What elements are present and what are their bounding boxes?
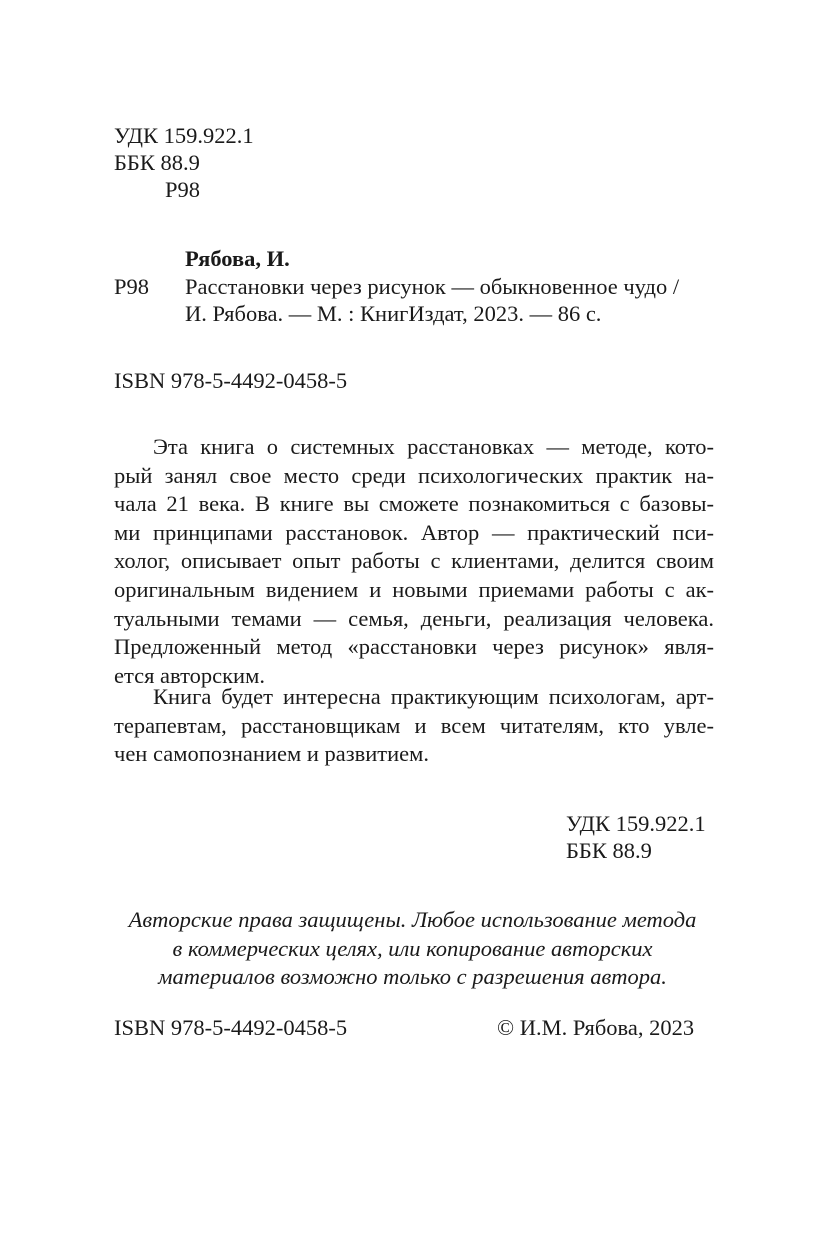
author-sign-top: Р98 bbox=[165, 177, 201, 202]
abstract-line: Предложенный метод «расстановки через рисунок» явля- bbox=[114, 634, 714, 660]
udk-code-top: УДК 159.922.1 bbox=[114, 123, 254, 148]
bibliographic-title-line: Расстановки через рисунок — обыкновенное чудо / bbox=[185, 274, 680, 299]
isbn-top: ISBN 978-5-4492-0458-5 bbox=[114, 368, 348, 393]
abstract-paragraph-2 bbox=[114, 683, 714, 769]
abstract-line: туальными темами — семья, деньги, реализация человека. bbox=[114, 605, 714, 631]
abstract-line: Книга будет интересна практикующим психологам, арт- bbox=[153, 684, 714, 709]
abstract-line: Эта книга о системных расстановках — методе, кото- bbox=[153, 434, 714, 459]
isbn-bottom: ISBN 978-5-4492-0458-5 bbox=[114, 1015, 348, 1040]
rights-notice-line: материалов возможно только с разрешения автора. bbox=[158, 964, 667, 990]
author-heading: Рябова, И. bbox=[185, 246, 290, 271]
udk-code-bottom: УДК 159.922.1 bbox=[566, 811, 706, 836]
copyright-notice: © И.М. Рябова, 2023 bbox=[497, 1015, 695, 1040]
abstract-line: ется авторским. bbox=[114, 662, 265, 688]
abstract-line: ми принципами расстановок. Автор — практический пси- bbox=[114, 519, 714, 545]
abstract-line: чен самопознанием и развитием. bbox=[114, 741, 430, 767]
rights-notice-line: Авторские права защищены. Любое использование метода bbox=[128, 907, 697, 932]
abstract-line: чала 21 века. В книге вы сможете познакомиться с базовы- bbox=[114, 491, 714, 517]
abstract-line: рый занял свое место среди психологических практик на- bbox=[114, 462, 714, 488]
abstract-paragraph-1 bbox=[114, 433, 714, 690]
rights-notice-line: в коммерческих целях, или копирование авторских bbox=[172, 935, 653, 961]
bbk-code-top: ББК 88.9 bbox=[114, 150, 200, 175]
abstract-line: холог, описывает опыт работы с клиентами, делится своим bbox=[114, 548, 714, 574]
abstract-line: терапевтам, расстановщикам и всем читателям, кто увле- bbox=[114, 712, 714, 738]
author-sign-entry: Р98 bbox=[114, 274, 150, 299]
bibliographic-title-line: И. Рябова. — М. : КнигИздат, 2023. — 86 с. bbox=[185, 301, 602, 326]
rights-notice bbox=[90, 906, 735, 992]
abstract-line: оригинальным видением и новыми приемами работы с ак- bbox=[114, 576, 714, 602]
bbk-code-bottom: ББК 88.9 bbox=[566, 838, 652, 863]
